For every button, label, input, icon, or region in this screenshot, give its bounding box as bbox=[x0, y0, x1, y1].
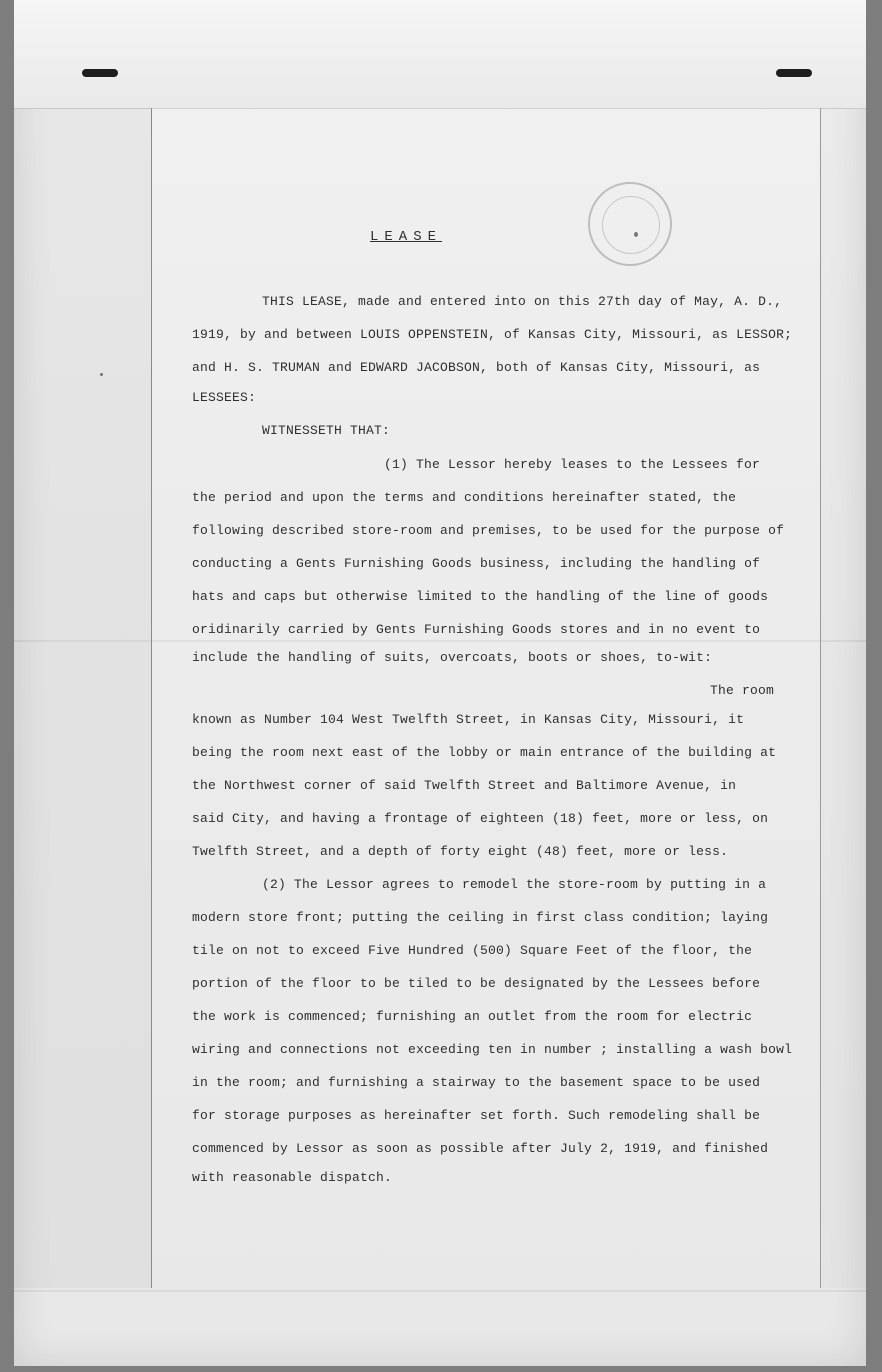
folded-header-band bbox=[14, 0, 866, 109]
text-line: known as Number 104 West Twelfth Street, in Kansas City, Missouri, it bbox=[192, 712, 745, 727]
text-line: wiring and connections not exceeding ten in number ; installing a wash bowl bbox=[192, 1042, 793, 1057]
text-line: being the room next east of the lobby or main entrance of the building at bbox=[192, 745, 777, 760]
right-margin-rule bbox=[820, 108, 821, 1288]
right-fastener-mark bbox=[776, 69, 812, 77]
text-line: the work is commenced; furnishing an outlet from the room for electric bbox=[192, 1009, 753, 1024]
text-line: the period and upon the terms and conditions hereinafter stated, the bbox=[192, 490, 737, 505]
text-line: hats and caps but otherwise limited to the handling of the line of goods bbox=[192, 589, 769, 604]
text-line: The room bbox=[710, 683, 775, 698]
text-line: and H. S. TRUMAN and EDWARD JACOBSON, both of Kansas City, Missouri, as bbox=[192, 360, 761, 375]
text-line: include the handling of suits, overcoats, boots or shoes, to-wit: bbox=[192, 650, 713, 665]
text-line: THIS LEASE, made and entered into on this 27th day of May, A. D., bbox=[262, 294, 783, 309]
text-line: (1) The Lessor hereby leases to the Lessees for bbox=[384, 457, 761, 472]
text-line: LESSEES: bbox=[192, 390, 257, 405]
text-line: conducting a Gents Furnishing Goods business, including the handling of bbox=[192, 556, 761, 571]
right-margin-strip bbox=[821, 108, 866, 1288]
text-line: said City, and having a frontage of eighteen (18) feet, more or less, on bbox=[192, 811, 769, 826]
text-line: commenced by Lessor as soon as possible after July 2, 1919, and finished bbox=[192, 1141, 769, 1156]
text-line: WITNESSETH THAT: bbox=[262, 423, 391, 438]
text-line: oridinarily carried by Gents Furnishing Goods stores and in no event to bbox=[192, 622, 761, 637]
text-line: in the room; and furnishing a stairway to the basement space to be used bbox=[192, 1075, 761, 1090]
left-margin-rule bbox=[151, 108, 152, 1288]
text-line: tile on not to exceed Five Hundred (500) Square Feet of the floor, the bbox=[192, 943, 753, 958]
text-line: for storage purposes as hereinafter set forth. Such remodeling shall be bbox=[192, 1108, 761, 1123]
text-line: with reasonable dispatch. bbox=[192, 1170, 393, 1185]
text-line: portion of the floor to be tiled to be designated by the Lessees before bbox=[192, 976, 761, 991]
seal-stamp bbox=[588, 182, 672, 266]
text-line: Twelfth Street, and a depth of forty eight (48) feet, more or less. bbox=[192, 844, 729, 859]
text-line: the Northwest corner of said Twelfth Street and Baltimore Avenue, in bbox=[192, 778, 737, 793]
text-line: (2) The Lessor agrees to remodel the store-room by putting in a bbox=[262, 877, 767, 892]
text-line: following described store-room and premises, to be used for the purpose of bbox=[192, 523, 785, 538]
left-fastener-mark bbox=[82, 69, 118, 77]
left-margin-strip bbox=[14, 108, 151, 1288]
ink-dot bbox=[634, 232, 638, 237]
text-line: 1919, by and between LOUIS OPPENSTEIN, of Kansas City, Missouri, as LESSOR; bbox=[192, 327, 793, 342]
document-title: LEASE bbox=[370, 229, 443, 245]
ink-dot bbox=[100, 373, 103, 376]
fold-crease bbox=[14, 1290, 866, 1292]
text-line: modern store front; putting the ceiling in first class condition; laying bbox=[192, 910, 769, 925]
